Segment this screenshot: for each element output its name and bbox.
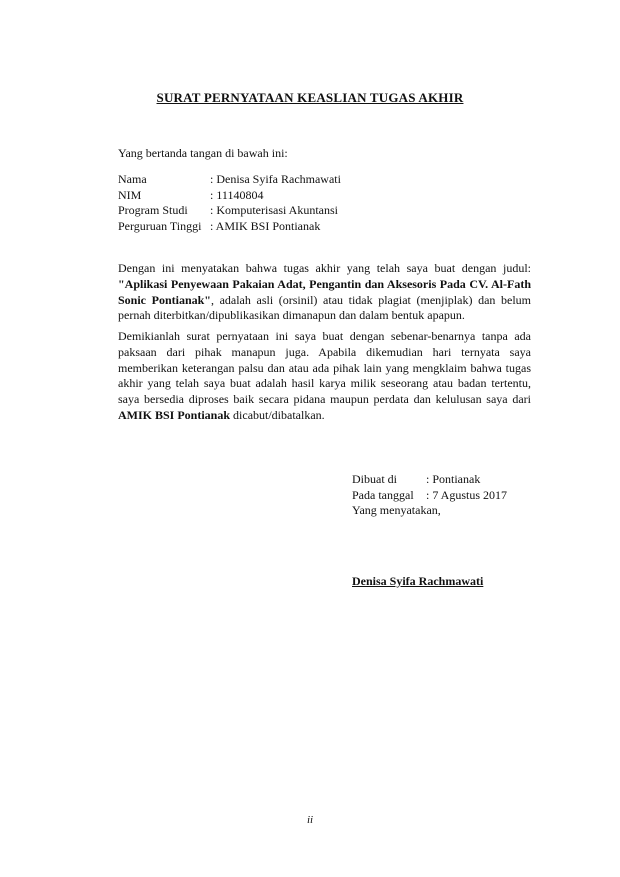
signature-date-row [352, 488, 507, 504]
signer-name: Denisa Syifa Rachmawati [352, 574, 484, 588]
document-title: SURAT PERNYATAAN KEASLIAN TUGAS AKHIR [156, 90, 464, 105]
declaration-text-end: dicabut/dibatalkan. [230, 407, 325, 422]
place-label: Dibuat di [352, 472, 397, 486]
field-row-nim [118, 188, 341, 204]
field-value: : Denisa Syifa Rachmawati [210, 172, 341, 186]
page-number: ii [306, 814, 314, 826]
field-label: Perguruan Tinggi [118, 218, 202, 233]
field-value: : Komputerisasi Akuntansi [210, 203, 338, 217]
field-label: Program Studi [118, 203, 188, 217]
thesis-title: "Aplikasi Penyewaan Pakaian Adat, Pengantin dan Aksesoris Pada CV. Al-Fath Sonic Pontianak" [118, 276, 531, 307]
signature-block [352, 472, 507, 519]
statement-paragraph [118, 261, 531, 324]
field-value: : 11140804 [210, 187, 264, 202]
field-value: : AMIK BSI Pontianak [210, 218, 321, 233]
declaration-paragraph [118, 329, 531, 424]
date-label: Pada tanggal [352, 487, 414, 502]
place-value: : Pontianak [426, 472, 481, 486]
date-value: : 7 Agustus 2017 [426, 487, 508, 502]
field-label: Nama [118, 172, 147, 186]
field-row-name [118, 172, 341, 188]
field-label: NIM [118, 187, 142, 202]
institution-name: AMIK BSI Pontianak [118, 407, 231, 422]
statement-text-end: , adalah asli (orsinil) atau tidak plagiat (menjiplak) dan belum pernah diterbitkan/dipublikasikan dimanapun dan dalam bentuk apapun. [118, 292, 531, 323]
statement-text: Dengan ini menyatakan bahwa tugas akhir yang telah saya buat dengan judul: [118, 261, 531, 275]
declarant-label: Yang menyatakan, [352, 503, 441, 517]
intro-text: Yang bertanda tangan di bawah ini: [118, 146, 288, 160]
signature-place-row [352, 472, 507, 488]
field-row-program [118, 203, 341, 219]
declaration-text: Demikianlah surat pernyataan ini saya buat dengan sebenar-benarnya tanpa ada paksaan dari pihak manapun juga. Apabila dikemudian hari ternyata saya memberikan keterangan palsu dan atau ada pihak lain yang mengklaim bahwa tugas akhir yang telah saya buat adalah hasil karya milik seseorang atau badan tertentu, saya bersedia diproses baik secara pidana maupun perdata dan kelulusan saya dari [118, 329, 531, 407]
field-row-institution [118, 219, 341, 235]
identity-fields [118, 172, 341, 234]
